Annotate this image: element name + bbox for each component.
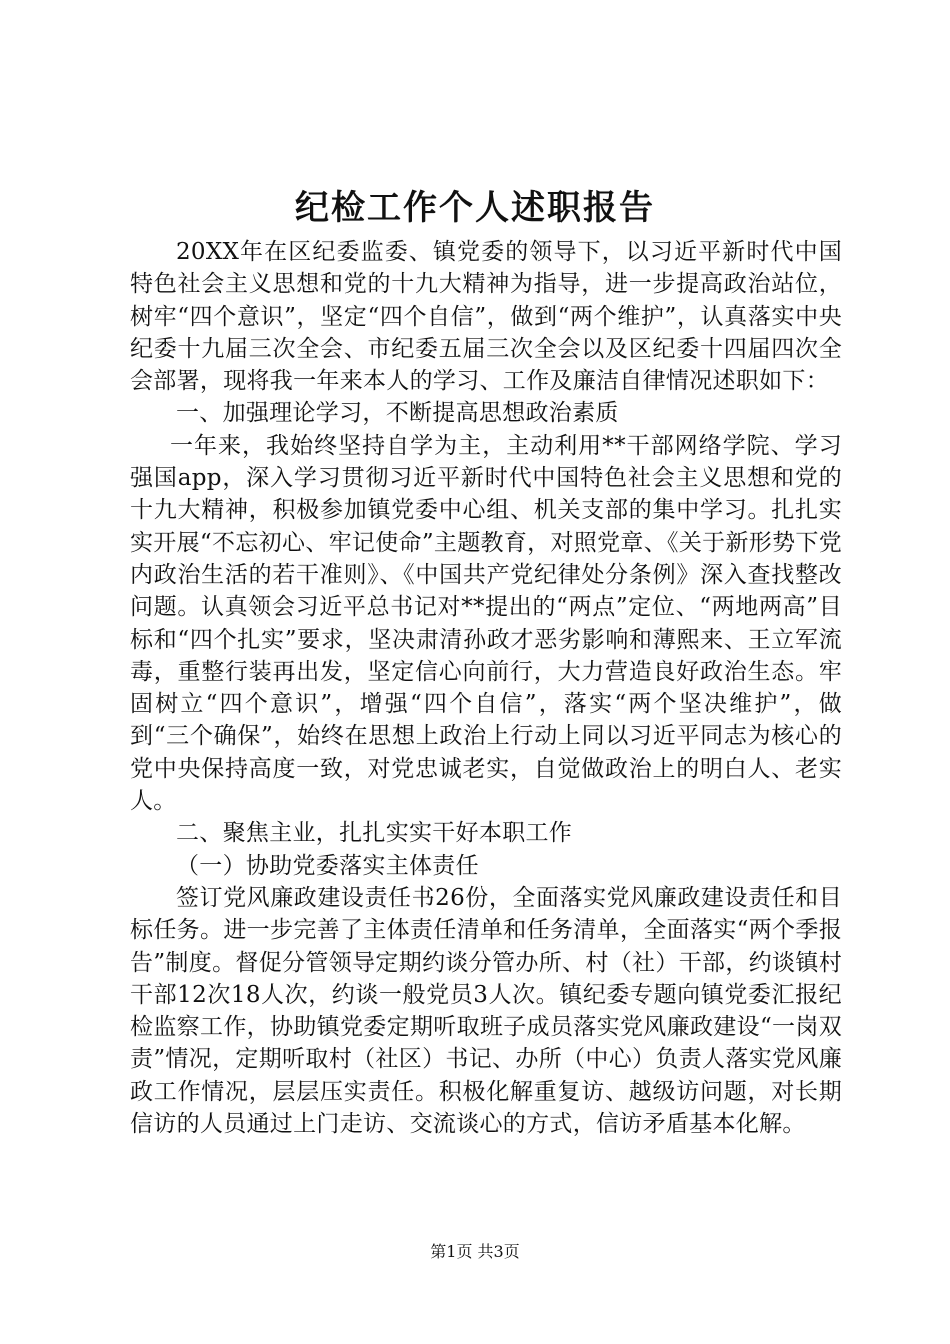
intro-paragraph: 20XX年在区纪委监委、镇党委的领导下，以习近平新时代中国特色社会主义思想和党的十九大精神为指导，进一步提高政治站位，树牢“四个意识”，坚定“四个自信”，做到“两个维护”，认真落实中央纪委十九届三次全会、市纪委五届三次全会以及区纪委十四届四次全会部署，现将我一年来本人的学习、工作及廉洁自律情况述职如下： [130,239,842,395]
document-body [130,236,842,1140]
section-heading-2: 二、聚焦主业，扎扎实实干好本职工作 [176,820,573,847]
section-1-paragraph: 一年来，我始终坚持自学为主，主动利用**干部网络学院、学习强国app，深入学习贯彻习近平新时代中国特色社会主义思想和党的十九大精神，积极参加镇党委中心组、机关支部的集中学习。扎扎实实开展“不忘初心、牢记使命”主题教育，对照党章、《关于新形势下党内政治生活的若干准则》、《中国共产党纪律处分条例》深入查找整改问题。认真领会习近平总书记对**提出的“两点”定位、“两地两高”目标和“四个扎实”要求，坚决肃清孙政才恶劣影响和薄熙来、王立军流毒，重整行装再出发，坚定信心向前行，大力营造良好政治生态。牢固树立“四个意识”，增强“四个自信”，落实“两个坚决维护”，做到“三个确保”，始终在思想上政治上行动上同以习近平同志为核心的党中央保持高度一致，对党忠诚老实，自觉做政治上的明白人、老实人。 [130,432,842,815]
page-footer: 第1页 共3页 [430,1242,520,1261]
subsection-heading-1: （一）协助党委落实主体责任 [176,852,479,879]
section-heading-1: 一、加强理论学习，不断提高思想政治素质 [176,400,619,427]
document-title: 纪检工作个人述职报告 [295,188,655,228]
subsection-1-paragraph: 签订党风廉政建设责任书26份，全面落实党风廉政建设责任和目标任务。进一步完善了主体责任清单和任务清单，全面落实“两个季报告”制度。督促分管领导定期约谈分管办所、村（社）干部，约谈镇村干部12次18人次，约谈一般党员3人次。镇纪委专题向镇党委汇报纪检监察工作，协助镇党委定期听取班子成员落实党风廉政建设“一岗双责”情况，定期听取村（社区）书记、办所（中心）负责人落实党风廉政工作情况，层层压实责任。积极化解重复访、越级访问题，对长期信访的人员通过上门走访、交流谈心的方式，信访矛盾基本化解。 [130,884,842,1138]
